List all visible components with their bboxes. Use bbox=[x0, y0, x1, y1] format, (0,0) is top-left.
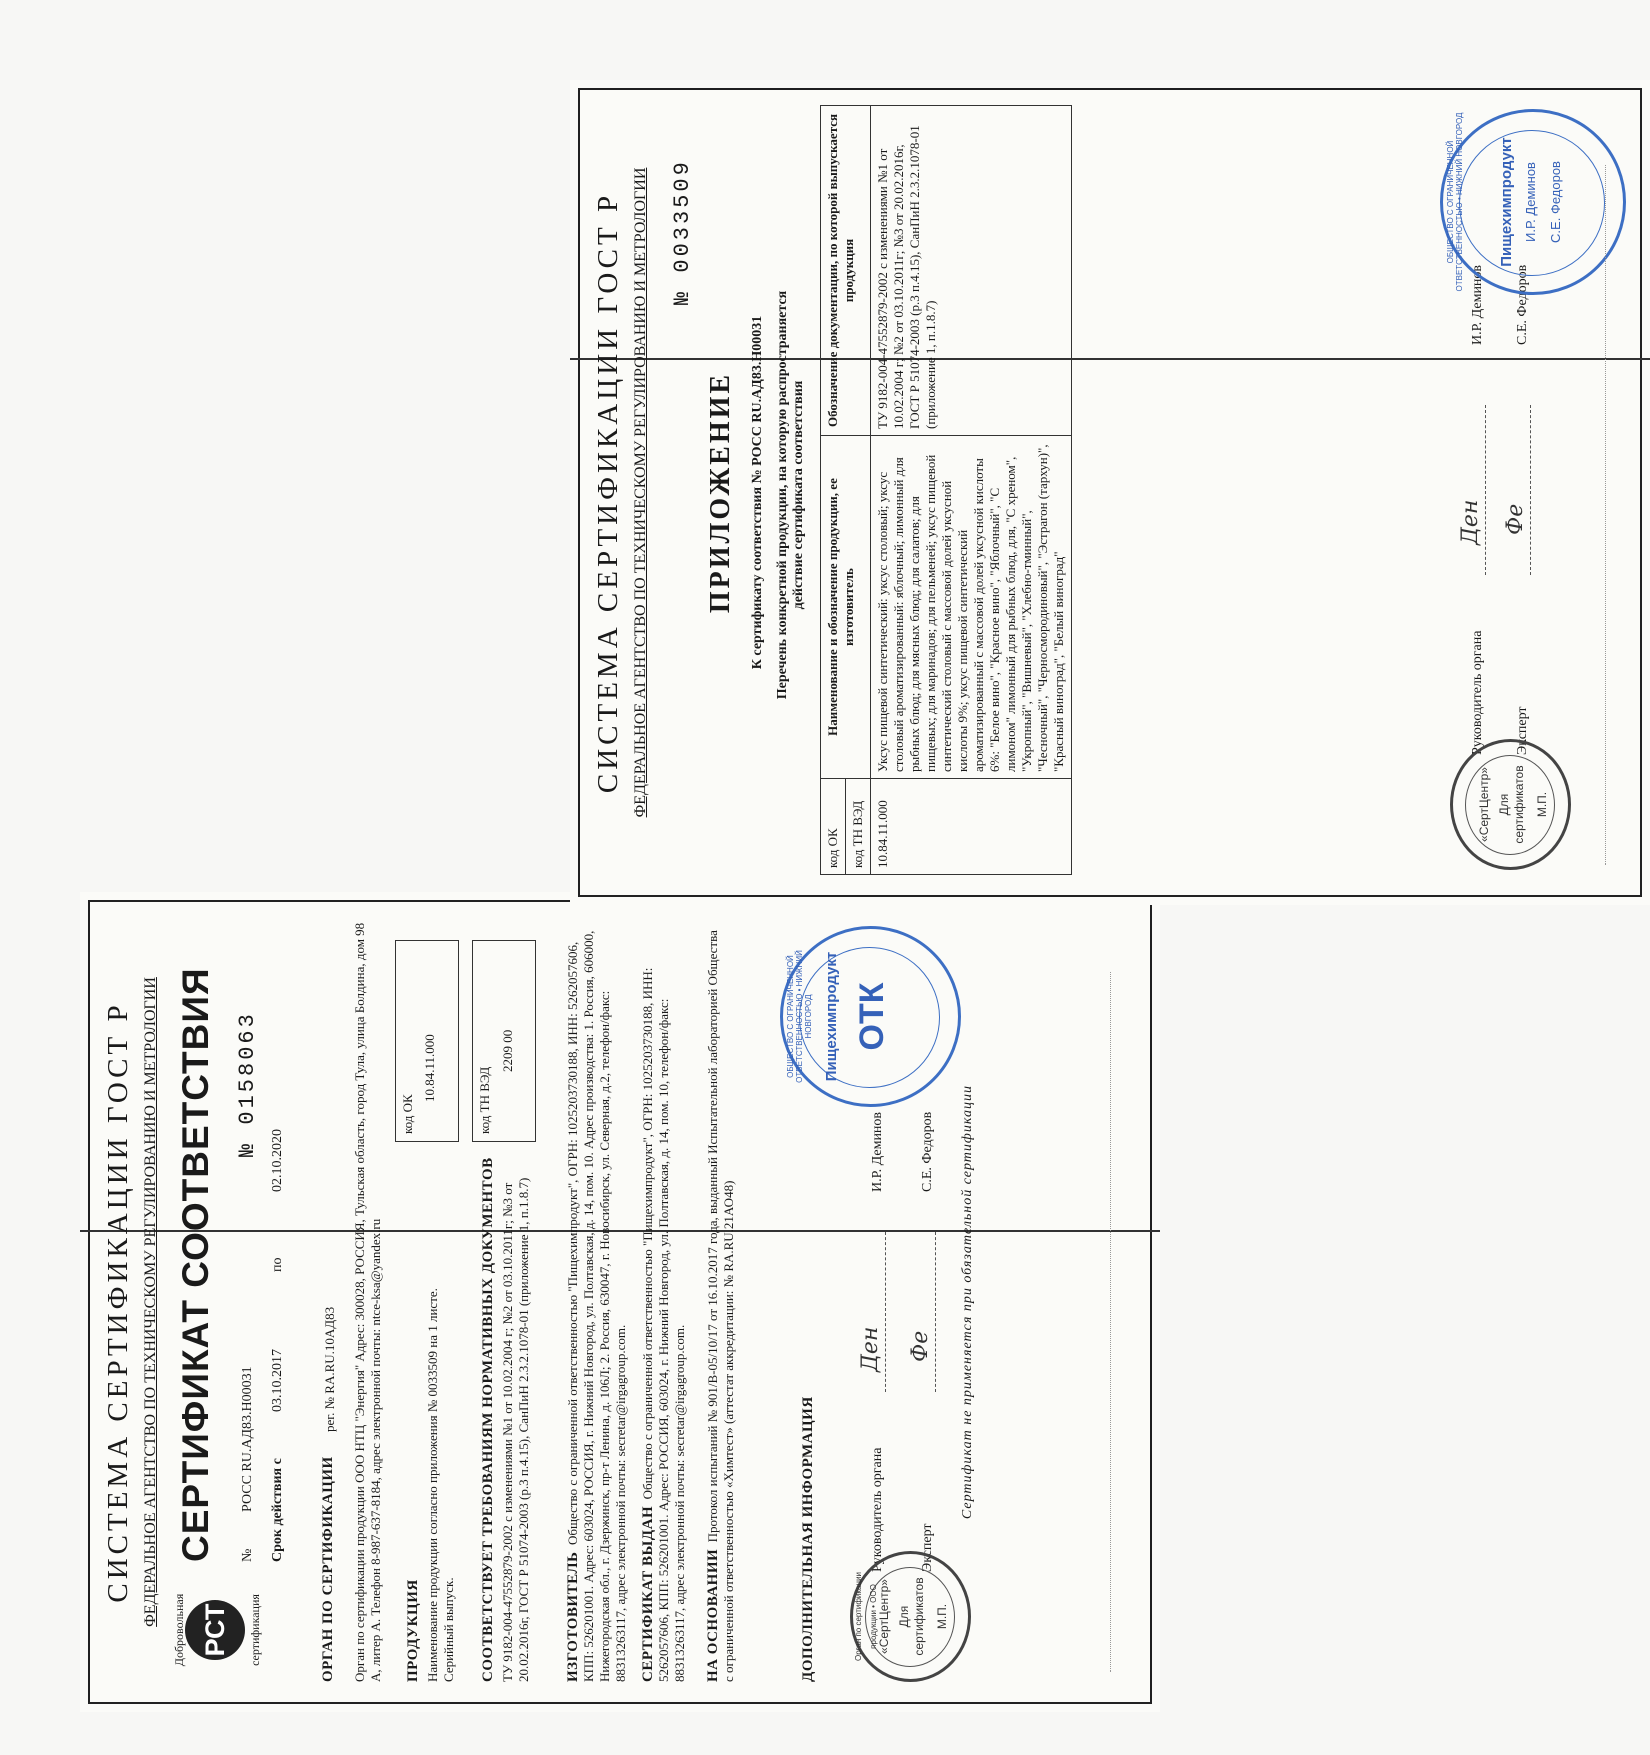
appendix-expert-name: С.Е. Федоров bbox=[1515, 264, 1530, 345]
organ-reg: рег. № RA.RU.10АД83 bbox=[322, 1306, 337, 1432]
name-header: Наименование и обозначение продукции, ее изготовитель bbox=[821, 436, 871, 779]
row-code: 10.84.11.000 bbox=[871, 779, 1072, 875]
conforms-text: ТУ 9182-004-47552879-2002 с изменениями №1 от 10.02.2004 г; №2 от 03.10.2011г; №3 от 20.02.2016г, ГОСТ Р 51074-2003 (р.3 п.4.15), СанПиН 2.3.2.1078-01 (приложение 1, п.1.8.7) bbox=[500, 1177, 531, 1682]
manufacturer-label: ИЗГОТОВИТЕЛЬ bbox=[565, 1551, 581, 1682]
system-title: СИСТЕМА СЕРТИФИКАЦИИ ГОСТ Р bbox=[102, 1001, 134, 1603]
manufacturer-block bbox=[565, 922, 629, 1682]
rst-logo-icon: РСТ bbox=[185, 1600, 245, 1660]
tnved-label: код ТН ВЭД bbox=[477, 1066, 492, 1134]
row-docs: ТУ 9182-004-47552879-2002 с изменениями №1 от 10.02.2004 г; №2 от 03.10.2011г; №3 от 20.02.2016г, ГОСТ Р 51074-2003 (р.3 п.4.15), СанПиН 2.3.2.1078-01 (приложение 1, п.1.8.7) bbox=[871, 106, 1072, 436]
certificate-heading: СЕРТИФИКАТ СООТВЕТСТВИЯ bbox=[175, 967, 216, 1562]
appendix-expert-label: Эксперт bbox=[1515, 706, 1530, 755]
issued-block bbox=[640, 922, 688, 1682]
appendix-head-name: И.Р. Деминов bbox=[1470, 264, 1485, 345]
basis-label: НА ОСНОВАНИИ bbox=[705, 1548, 721, 1682]
serial-number: № 0158063 bbox=[235, 1011, 260, 1157]
organ-text: Орган по сертификации продукции ООО НТЦ "Энергия" Адрес: 300028, РОССИЯ, Тульская область, город Тула, улица Болдина, дом 98 А, литер А. Телефон 8-987-637-8184, адрес электронной почты: ntce-ksa@yandex.ru bbox=[352, 922, 383, 1682]
valid-from: 03.10.2017 bbox=[270, 1349, 285, 1412]
appendix-expert-signature-icon: Фе bbox=[1503, 503, 1528, 535]
appendix-to-cert: К сертификату соответствия № РОСС RU.АД83.Н00031 bbox=[750, 315, 765, 670]
head-signature-line bbox=[885, 1232, 886, 1392]
appendix-certcenter-stamp-icon: «СертЦентр» Для сертификатов М.П. bbox=[1450, 739, 1571, 870]
okp-label: код ОК bbox=[400, 1094, 415, 1134]
appendix-expert-signature-line bbox=[1530, 405, 1531, 575]
certificate-document bbox=[80, 892, 1160, 1712]
agency-name: ФЕДЕРАЛЬНОЕ АГЕНТСТВО ПО ТЕХНИЧЕСКОМУ РЕГУЛИРОВАНИЮ И МЕТРОЛОГИИ bbox=[142, 977, 159, 1627]
expert-name: С.Е. Федоров bbox=[920, 1111, 935, 1192]
issued-text: Общество с ограниченной ответственностью "Пищехимпродукт", ОГРН: 1025203730188, ИНН: 5262057606, КПП: 526201001. Адрес: РОССИЯ, 603024, г. Нижний Новгород, ул. Полтавская, д. 14, пом. 10, телефон/факс: 88313263117, адрес электронной почты: secretar@irgagroup.com. bbox=[640, 967, 687, 1682]
appendix-company-stamp-icon: ОБЩЕСТВО С ОГРАНИЧЕННОЙ ОТВЕТСТВЕННОСТЬЮ • НИЖНИЙ НОВГОРОД Пищехимпродукт И.Р. Деминов С.Е. Федоров bbox=[1440, 109, 1626, 295]
number-label: № bbox=[240, 1548, 255, 1562]
appendix-head-label: Руководитель органа bbox=[1470, 630, 1485, 755]
issued-label: СЕРТИФИКАТ ВЫДАН bbox=[640, 1505, 656, 1682]
certificate-number: РОСС RU.АД83.Н00031 bbox=[240, 1366, 255, 1512]
docs-header: Обозначение документации, по которой выпускается продукция bbox=[821, 106, 871, 436]
appendix-document bbox=[570, 80, 1650, 905]
appendix-agency: ФЕДЕРАЛЬНОЕ АГЕНТСТВО ПО ТЕХНИЧЕСКОМУ РЕГУЛИРОВАНИЮ И МЕТРОЛОГИИ bbox=[632, 167, 649, 818]
footer-note: Сертификат не применяется при обязательной сертификации bbox=[960, 1084, 975, 1520]
appendix-system-title: СИСТЕМА СЕРТИФИКАЦИИ ГОСТ Р bbox=[592, 191, 624, 794]
basis-block bbox=[705, 922, 737, 1682]
valid-to: 02.10.2020 bbox=[270, 1129, 285, 1192]
appendix-head-signature-line bbox=[1485, 405, 1486, 575]
appendix-head-signature-icon: Ден bbox=[1458, 499, 1483, 545]
additional-label: ДОПОЛНИТЕЛЬНАЯ ИНФОРМАЦИЯ bbox=[800, 1396, 816, 1682]
product-label: ПРОДУКЦИЯ bbox=[405, 1579, 421, 1682]
conforms-label: СООТВЕТСТВУЕТ ТРЕБОВАНИЯМ НОРМАТИВНЫХ ДОКУМЕНТОВ bbox=[480, 1157, 496, 1682]
product-text: Наименование продукции согласно приложения № 0033509 на 1 листе. Серийный выпуск. bbox=[425, 1288, 456, 1682]
head-signature-icon: Ден bbox=[858, 1326, 883, 1372]
table-row bbox=[871, 106, 1072, 875]
row-name: Уксус пищевой синтетический: уксус столовый; уксус столовый ароматизированный: яблочный; лимонный для рыбных блюд; для мясных блюд; для салатов; для пищевых; для маринадов; для пельменей; уксус пищевой синтетический столовый с массовой долей уксусной кислоты 9%; уксус пищевой синтетический ароматизированный с массовой долей уксусной кислоты 6%: "Белое вино", "Красное вино", "Яблочный", "С лимоном" лимонный для рыбных блюд, для, "С хреном", "Укропный", "Вишневый", "Хлебно-тминный", "Чесночный", "Черносмородиновый", "Эстрагон (тархун)", "Красный виноград", "Белый виноград" bbox=[871, 436, 1072, 779]
expert-signature-icon: Фе bbox=[908, 1330, 933, 1362]
products-table bbox=[820, 105, 1072, 875]
logo-bottom-text: сертификация bbox=[248, 1594, 262, 1666]
head-name: И.Р. Деминов bbox=[870, 1111, 885, 1192]
valid-to-label: по bbox=[270, 1257, 285, 1272]
okp-value: 10.84.11.000 bbox=[422, 1034, 437, 1102]
table-header-row bbox=[821, 106, 871, 875]
logo-top-text: Добровольная bbox=[172, 1593, 186, 1667]
codes-header: код ОК код ТН ВЭД bbox=[821, 779, 871, 875]
tnved-value: 2209 00 bbox=[500, 1029, 515, 1072]
scan-noise bbox=[1110, 972, 1111, 1672]
expert-label: Эксперт bbox=[920, 1523, 935, 1572]
manufacturer-text: Общество с ограниченной ответственностью "Пищехимпродукт", ОГРН: 1025203730188, ИНН: 5262057606, КПП: 526201001. Адрес: 603024, РОССИЯ, г. Нижний Новгород, ул. Полтавская, д. 14, пом. 10. Адрес производства: 1. Россия, 606000, Нижегородская обл., г. Дзержинск, пр-т Ленина, д. 106Л; 2. Россия, 630047, г. Новосибирск, ул. Северная, д.2, телефон/факс: 88313263117, адрес электронной почты: secretar@irgagroup.com. bbox=[565, 930, 628, 1682]
company-stamp-icon: ОБЩЕСТВО С ОГРАНИЧЕННОЙ ОТВЕТСТВЕННОСТЬЮ • НИЖНИЙ НОВГОРОД Пищехимпродукт ОТК bbox=[780, 926, 961, 1107]
appendix-list-intro: Перечень конкретной продукции, на которую распространяется действие сертификата соответствия bbox=[775, 290, 806, 700]
basis-text: Протокол испытаний № 901/В-05/10/17 от 16.10.2017 года, выданный Испытательной лабораторией Общества с ограниченной ответственностью «Химтест» (аттестат аккредитации: № RA.RU.21АО48) bbox=[705, 930, 736, 1682]
head-label: Руководитель органа bbox=[870, 1447, 885, 1572]
certcenter-stamp-icon: Орган по сертификации продукции • ООО «СертЦентр» Для сертификатов М.П. bbox=[850, 1551, 971, 1682]
appendix-serial: № 0033509 bbox=[670, 159, 695, 305]
appendix-heading: ПРИЛОЖЕНИЕ bbox=[705, 371, 736, 614]
scan-noise bbox=[1605, 165, 1606, 865]
validity-label: Срок действия с bbox=[270, 1458, 285, 1562]
organ-label: ОРГАН ПО СЕРТИФИКАЦИИ bbox=[320, 1456, 336, 1682]
expert-signature-line bbox=[935, 1232, 936, 1392]
